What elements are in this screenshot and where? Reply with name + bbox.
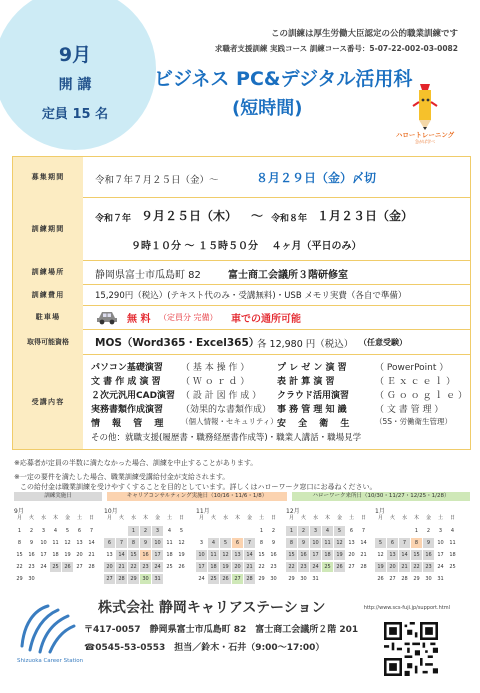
calendar-day: 26 <box>62 562 73 572</box>
content-name: パソコン基礎演習 <box>91 363 163 373</box>
calendar-day: 25 <box>322 562 333 572</box>
calendar-day: 20 <box>104 562 115 572</box>
weekday-header: 土 <box>348 515 354 521</box>
calendar-day: 26 <box>375 574 386 584</box>
calendar-day: 14 <box>358 538 369 548</box>
calendar-day: 3 <box>152 526 163 536</box>
row-content <box>13 354 470 449</box>
calendar-day: 15 <box>286 550 297 560</box>
calendar-day: 30 <box>140 574 151 584</box>
brand-subtitle: Shizuoka Career Station <box>17 658 84 664</box>
calendar-day: 18 <box>164 550 175 560</box>
legend-career-consulting: キャリアコンサルティング実施日（10/16・11/6・1/8） <box>107 492 287 501</box>
note-cancel: ※応募者が定員の半数に満たなかった場合、訓練を中止することがあります。 <box>14 459 258 467</box>
calendar-day: 25 <box>50 562 61 572</box>
calendar-day: 5 <box>220 538 231 548</box>
calendar-day: 5 <box>334 526 345 536</box>
row-period <box>13 197 470 261</box>
weekday-header: 月 <box>377 515 383 521</box>
calendar-day: 22 <box>286 562 297 572</box>
calendar-day: 31 <box>152 574 163 584</box>
calendar-day: 17 <box>310 550 321 560</box>
calendar-day: 17 <box>38 550 49 560</box>
calendar-day: 28 <box>86 562 97 572</box>
calendar-day: 6 <box>104 538 115 548</box>
calendar-day: 12 <box>334 538 345 548</box>
content-desc: （ 文 書 管 理 ） <box>375 405 444 415</box>
period-time: ９時１０分 ～ １５時５０分 ４ヶ月（平日のみ） <box>131 241 362 252</box>
calendar-day: 13 <box>387 550 398 560</box>
calendar-day: 6 <box>387 538 398 548</box>
calendar-day: 14 <box>86 538 97 548</box>
weekday-header: 土 <box>166 515 172 521</box>
calendar-day: 29 <box>128 574 139 584</box>
calendar-day: 22 <box>256 562 267 572</box>
content-desc: （ PowerPoint ） <box>375 363 449 373</box>
calendar-day: 19 <box>62 550 73 560</box>
calendar-day: 16 <box>140 550 151 560</box>
content-name: 安 全 衛 生 <box>277 419 350 429</box>
calendar-day: 2 <box>423 526 434 536</box>
calendar-day: 12 <box>220 550 231 560</box>
calendar-day: 1 <box>256 526 267 536</box>
calendar-day: 12 <box>375 550 386 560</box>
period-label: 訓練期間 <box>13 197 83 260</box>
note-benefit-detail: この給付金は職業訓練を受けやすくすることを目的としています。詳しくはハローワーク窓口にお尋ねください。 <box>20 483 377 491</box>
weekday-header: 金 <box>64 515 70 521</box>
calendar-day: 27 <box>387 574 398 584</box>
row-qualification <box>13 329 470 355</box>
calendar-day: 26 <box>176 562 187 572</box>
calendar-day: 21 <box>244 562 255 572</box>
calendar-day: 11 <box>164 538 175 548</box>
weekday-header: 木 <box>52 515 58 521</box>
course-number: 求職者支援訓練 実践コース 訓練コース番号：5-07-22-002-03-0082 <box>214 44 458 53</box>
calendar-day: 12 <box>62 538 73 548</box>
content-name: 情 報 管 理 <box>91 419 164 429</box>
row-parking <box>13 305 470 330</box>
kaiko-label: 開 講 <box>58 77 92 93</box>
calendar-day: 24 <box>310 562 321 572</box>
calendar-day: 13 <box>74 538 85 548</box>
calendar-day: 4 <box>322 526 333 536</box>
pencil-mascot-icon <box>413 84 437 130</box>
calendar-day: 13 <box>346 538 357 548</box>
recruit-end: ８月２９日（金）〆切 <box>256 171 377 185</box>
calendar-day: 1 <box>411 526 422 536</box>
qual-note: （任意受験） <box>359 338 407 347</box>
calendar-day: 28 <box>399 574 410 584</box>
weekday-header: 水 <box>130 515 136 521</box>
weekday-header: 土 <box>258 515 264 521</box>
calendar-day: 21 <box>399 562 410 572</box>
calendar-day: 8 <box>411 538 422 548</box>
calendar-day: 20 <box>232 562 243 572</box>
logo-subtext: 急がば学べ <box>415 139 435 144</box>
weekday-header: 金 <box>154 515 160 521</box>
calendar-day: 7 <box>116 538 127 548</box>
row-place <box>13 260 470 285</box>
weekday-header: 月 <box>106 515 112 521</box>
calendar-day: 12 <box>176 538 187 548</box>
calendar-day: 6 <box>232 538 243 548</box>
note-benefit: ※一定の要件を満たした場合、職業訓練受講給付金が支給されます。 <box>14 473 230 481</box>
company-name: 株式会社 静岡キャリアステーション <box>98 600 326 616</box>
weekday-header: 火 <box>300 515 306 521</box>
calendar-day: 9 <box>26 538 37 548</box>
calendar-day: 28 <box>116 574 127 584</box>
content-desc: （ 設 計 図 作 成 ） <box>181 391 262 401</box>
weekday-header: 日 <box>178 515 184 521</box>
calendar-day: 10 <box>196 550 207 560</box>
calendar-day: 2 <box>298 526 309 536</box>
calendar-day: 27 <box>346 562 357 572</box>
weekday-header: 木 <box>234 515 240 521</box>
weekday-header: 月 <box>16 515 22 521</box>
calendar-day: 29 <box>286 574 297 584</box>
calendar-day: 21 <box>358 550 369 560</box>
calendar-day: 9 <box>140 538 151 548</box>
calendar-day: 24 <box>435 562 446 572</box>
calendar-day: 15 <box>411 550 422 560</box>
weekday-header: 火 <box>28 515 34 521</box>
calendar-day: 11 <box>322 538 333 548</box>
qual-label: 取得可能資格 <box>13 329 83 354</box>
weekday-header: 土 <box>437 515 443 521</box>
parking-label: 駐車場 <box>13 305 83 329</box>
recruit-start: 令和７年７月２５日（金）～ <box>95 175 219 186</box>
calendar-day: 27 <box>232 574 243 584</box>
weekday-header: 月 <box>198 515 204 521</box>
weekday-header: 日 <box>360 515 366 521</box>
weekday-header: 火 <box>210 515 216 521</box>
calendar-day: 28 <box>244 574 255 584</box>
calendar-day: 19 <box>176 550 187 560</box>
calendar-day: 18 <box>322 550 333 560</box>
capacity-label: 定員 15 名 <box>41 107 109 122</box>
start-month: 9月 <box>58 44 92 66</box>
content-other: その他：就職支援(履歴書・職務経歴書作成等)・職業人講話・職場見学 <box>91 433 362 443</box>
calendar-day: 3 <box>310 526 321 536</box>
course-title: ビジネス PC&デジタル活用科 <box>154 68 413 90</box>
calendar-day: 31 <box>435 574 446 584</box>
weekday-header: 日 <box>88 515 94 521</box>
calendar-day: 19 <box>375 562 386 572</box>
month-label: 10月 <box>104 508 118 515</box>
content-name: クラウド活用演習 <box>277 391 350 401</box>
calendar-day: 7 <box>358 526 369 536</box>
weekday-header: 木 <box>142 515 148 521</box>
calendar-day: 15 <box>128 550 139 560</box>
period-start-date: ９月２５日（木） <box>141 209 238 223</box>
calendar-day: 29 <box>256 574 267 584</box>
calendar-day: 29 <box>14 574 25 584</box>
calendar-day: 30 <box>268 574 279 584</box>
calendar-day: 13 <box>232 550 243 560</box>
qual-value: MOS（Word365・Excel365） <box>95 337 260 349</box>
calendar-day: 5 <box>176 526 187 536</box>
calendar-day: 25 <box>164 562 175 572</box>
calendar-day: 2 <box>268 526 279 536</box>
logo-text: ハロートレーニング <box>395 131 455 139</box>
place-building: 富士商工会議所３階研修室 <box>228 270 348 281</box>
calendar-day: 11 <box>447 538 458 548</box>
weekday-header: 金 <box>425 515 431 521</box>
cost-value: 15,290円（税込）(テキスト代のみ・受講無料)・USB メモリ実費（各自で準備） <box>95 291 407 301</box>
scs-logo-icon <box>16 600 80 658</box>
calendar-day: 27 <box>74 562 85 572</box>
calendar-day: 6 <box>346 526 357 536</box>
calendar-day: 9 <box>423 538 434 548</box>
calendar-day: 23 <box>268 562 279 572</box>
car-icon <box>95 308 119 325</box>
calendar-day: 14 <box>399 550 410 560</box>
cost-label: 訓練費用 <box>13 284 83 305</box>
calendar-day: 30 <box>26 574 37 584</box>
content-label: 受講内容 <box>13 354 83 449</box>
calendar-day: 22 <box>128 562 139 572</box>
calendar-day: 7 <box>86 526 97 536</box>
calendar-day: 16 <box>423 550 434 560</box>
calendar-day: 7 <box>244 538 255 548</box>
company-tel: ☎0545-53-0553 担当／鈴木・石井（9:00～17:00） <box>84 643 325 653</box>
calendar-day: 31 <box>310 574 321 584</box>
content-name: 事 務 管 理 知 識 <box>277 405 347 415</box>
content-desc: （ Ｗ ｏ ｒ ｄ ） <box>181 377 250 387</box>
calendar-day: 30 <box>423 574 434 584</box>
content-name: 実務書類作成演習 <box>91 405 164 415</box>
calendar-day: 17 <box>435 550 446 560</box>
calendar-day: 19 <box>220 562 231 572</box>
calendar-day: 25 <box>208 574 219 584</box>
period-separator: ～ <box>251 209 264 223</box>
recruit-label: 募集期間 <box>13 157 83 197</box>
calendar-day: 2 <box>26 526 37 536</box>
calendar-day: 6 <box>74 526 85 536</box>
period-prefix-end: 令和８年 <box>271 214 308 224</box>
content-desc: （5S・労働衛生管理） <box>375 417 453 426</box>
calendar-day: 23 <box>140 562 151 572</box>
calendar-day: 8 <box>128 538 139 548</box>
calendar-day: 1 <box>286 526 297 536</box>
calendar-day: 10 <box>310 538 321 548</box>
legend-hellowork: ハローワーク来所日（10/30・11/27・12/25・1/28） <box>292 492 470 501</box>
calendar-day: 18 <box>447 550 458 560</box>
calendar-day: 3 <box>38 526 49 536</box>
calendar-day: 1 <box>128 526 139 536</box>
weekday-header: 木 <box>324 515 330 521</box>
place-address: 静岡県富士市瓜島町 82 <box>95 270 201 281</box>
calendar-day: 1 <box>14 526 25 536</box>
legend-training-day: 訓練実施日 <box>14 492 102 501</box>
content-desc: （個人情報・セキュリティ） <box>181 417 278 426</box>
calendar-day: 20 <box>387 562 398 572</box>
weekday-header: 金 <box>336 515 342 521</box>
calendar-day: 10 <box>38 538 49 548</box>
calendar-day: 3 <box>196 538 207 548</box>
calendar-day: 8 <box>256 538 267 548</box>
calendar-day: 14 <box>116 550 127 560</box>
calendar-day: 4 <box>164 526 175 536</box>
calendar-day: 9 <box>298 538 309 548</box>
calendar-day: 20 <box>346 550 357 560</box>
certified-note: この訓練は厚生労働大臣認定の公的職業訓練です <box>270 29 458 39</box>
row-cost <box>13 284 470 306</box>
calendar-day: 15 <box>256 550 267 560</box>
month-label: 11月 <box>196 508 210 515</box>
weekday-header: 火 <box>389 515 395 521</box>
weekday-header: 日 <box>270 515 276 521</box>
month-label: 1月 <box>375 508 385 515</box>
training-calendar <box>14 492 470 600</box>
calendar-day: 4 <box>50 526 61 536</box>
calendar-day: 4 <box>208 538 219 548</box>
calendar-day: 16 <box>268 550 279 560</box>
calendar-day: 24 <box>196 574 207 584</box>
calendar-day: 28 <box>358 562 369 572</box>
calendar-day: 11 <box>50 538 61 548</box>
content-desc: （ Ｇ ｏ ｏ ｇ ｌ ｅ ） <box>375 391 468 401</box>
content-name: 文 書 作 成 演 習 <box>91 377 161 387</box>
calendar-day: 17 <box>152 550 163 560</box>
calendar-day: 4 <box>447 526 458 536</box>
row-recruit <box>13 157 470 198</box>
calendar-day: 8 <box>286 538 297 548</box>
calendar-day: 25 <box>447 562 458 572</box>
calendar-day: 11 <box>208 550 219 560</box>
content-name: プ レ ゼ ン 演 習 <box>277 363 347 373</box>
content-desc: （ 基 本 操 作 ） <box>181 363 250 373</box>
calendar-day: 13 <box>104 550 115 560</box>
content-desc: （効果的な書類作成） <box>181 405 272 415</box>
content-list <box>91 354 466 449</box>
calendar-day: 21 <box>116 562 127 572</box>
parking-tip: 車での通所可能 <box>231 314 301 325</box>
weekday-header: 金 <box>246 515 252 521</box>
calendar-day: 2 <box>140 526 151 536</box>
content-desc: （ Ｅ ｘ ｃ ｅ ｌ ） <box>375 377 456 387</box>
qual-price: 各 12,980 円（税込） <box>257 339 354 350</box>
parking-note: （定員分 完備） <box>159 313 218 322</box>
qr-code-icon[interactable] <box>384 622 438 676</box>
calendar-day: 7 <box>399 538 410 548</box>
calendar-day: 23 <box>423 562 434 572</box>
weekday-header: 土 <box>76 515 82 521</box>
calendar-day: 5 <box>375 538 386 548</box>
calendar-day: 14 <box>244 550 255 560</box>
calendar-day: 10 <box>435 538 446 548</box>
calendar-day: 19 <box>334 550 345 560</box>
calendar-day: 15 <box>14 550 25 560</box>
weekday-header: 火 <box>118 515 124 521</box>
calendar-day: 26 <box>334 562 345 572</box>
calendar-day: 17 <box>196 562 207 572</box>
company-url[interactable]: http://www.scs-fuji.jp/support.html <box>363 605 450 611</box>
weekday-header: 水 <box>312 515 318 521</box>
calendar-day: 3 <box>435 526 446 536</box>
calendar-day: 22 <box>14 562 25 572</box>
calendar-day: 8 <box>14 538 25 548</box>
weekday-header: 水 <box>40 515 46 521</box>
company-address: 〒417-0057 静岡県富士市瓜島町 82 富士商工会議所２階 201 <box>84 625 359 635</box>
calendar-day: 22 <box>411 562 422 572</box>
calendar-day: 16 <box>298 550 309 560</box>
calendar-day: 16 <box>26 550 37 560</box>
course-subtitle: (短時間) <box>232 98 303 119</box>
calendar-day: 27 <box>104 574 115 584</box>
period-end-date: １月２３日（金） <box>317 209 414 223</box>
calendar-day: 24 <box>152 562 163 572</box>
calendar-day: 29 <box>411 574 422 584</box>
calendar-day: 23 <box>26 562 37 572</box>
calendar-day: 30 <box>298 574 309 584</box>
weekday-header: 日 <box>449 515 455 521</box>
info-table <box>12 156 471 450</box>
calendar-day: 9 <box>268 538 279 548</box>
content-name: 表 計 算 演 習 <box>277 377 335 387</box>
calendar-day: 5 <box>62 526 73 536</box>
month-label: 12月 <box>286 508 300 515</box>
calendar-day: 18 <box>50 550 61 560</box>
month-label: 9月 <box>14 508 24 515</box>
period-prefix-start: 令和７年 <box>95 214 132 224</box>
weekday-header: 月 <box>288 515 294 521</box>
calendar-day: 26 <box>220 574 231 584</box>
calendar-day: 24 <box>38 562 49 572</box>
calendar-day: 23 <box>298 562 309 572</box>
weekday-header: 水 <box>222 515 228 521</box>
parking-free: 無 料 <box>127 314 151 325</box>
calendar-day: 20 <box>74 550 85 560</box>
content-name: ２次元汎用CAD演習 <box>91 391 176 401</box>
place-label: 訓練場所 <box>13 260 83 284</box>
calendar-day: 21 <box>86 550 97 560</box>
weekday-header: 水 <box>401 515 407 521</box>
calendar-day: 18 <box>208 562 219 572</box>
weekday-header: 木 <box>413 515 419 521</box>
calendar-day: 10 <box>152 538 163 548</box>
